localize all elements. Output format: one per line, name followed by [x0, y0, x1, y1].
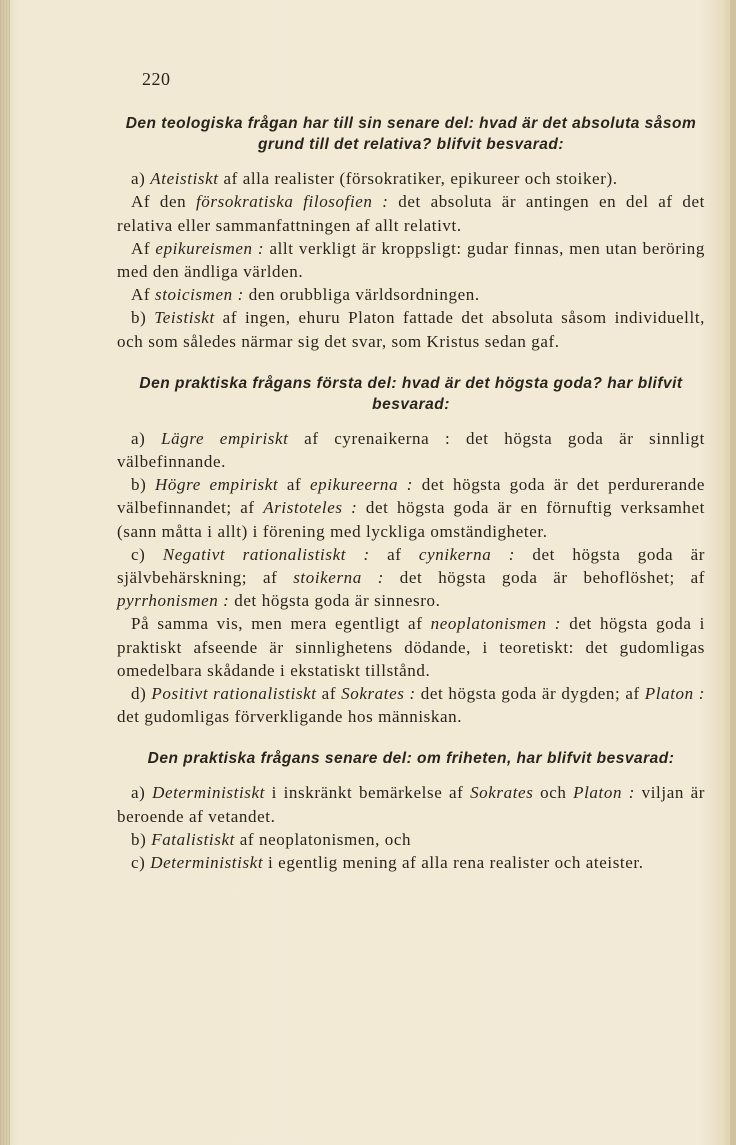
- paragraph: [117, 190, 705, 236]
- italic-term: Aristoteles :: [263, 498, 358, 518]
- text-run: c): [131, 544, 163, 564]
- italic-term: Ateistiskt: [150, 169, 219, 189]
- text-run: af alla realister (försokratiker, epikureer och stoiker).: [218, 169, 618, 189]
- paragraph: [117, 427, 705, 473]
- paragraph: [117, 612, 705, 682]
- italic-term: neoplatonismen :: [430, 614, 562, 634]
- text-run: allt verkligt är kroppsligt: gudar finnas, men utan beröring med den ändliga världen.: [117, 238, 705, 282]
- text-run: a): [131, 428, 162, 448]
- text-run: i inskränkt bemärkelse af: [264, 783, 471, 803]
- sections-container: [117, 113, 705, 874]
- italic-term: epikureismen :: [155, 238, 265, 258]
- paragraph: [117, 828, 705, 851]
- text-run: det högsta goda är en förnuftig verksamhet (sann måtta i allt) i förening med lyckliga omständigheter.: [117, 498, 705, 541]
- italic-term: Teistiskt: [154, 308, 215, 328]
- italic-term: stoicismen :: [155, 285, 244, 305]
- paragraph: [117, 682, 705, 728]
- paragraph: [117, 167, 705, 190]
- paragraph: [117, 543, 705, 613]
- paragraph: [117, 283, 705, 306]
- italic-term: Lägre empiriskt: [161, 428, 289, 448]
- text-run: det högsta goda är behoflöshet; af: [383, 568, 706, 588]
- text-run: Af: [131, 238, 156, 258]
- section-heading: Den teologiska frågan har till sin senare del: hvad är det absoluta såsom grund till det relativa? blifvit besvarad:: [125, 115, 697, 154]
- page-left-edge: [0, 0, 10, 1145]
- text-run: det högsta goda är dygden; af: [415, 684, 645, 704]
- text-run: viljan är beroende af vetandet.: [117, 783, 706, 826]
- text-run: af: [316, 684, 342, 704]
- text-run: Af den: [131, 192, 196, 212]
- italic-term: Högre empiriskt: [155, 475, 279, 495]
- page-right-edge: [730, 0, 736, 1145]
- text-run: det absoluta är antingen en del af det relativa eller sammanfattningen af allt relativt.: [117, 192, 705, 235]
- italic-term: Platon :: [573, 783, 635, 803]
- paragraph: [117, 473, 705, 543]
- page-content: [117, 68, 705, 874]
- text-run: det högsta goda är det perdurerande välbefinnandet; af: [117, 475, 706, 518]
- text-run: af cyrenaikerna : det högsta goda är sinnligt välbefinnande.: [117, 428, 705, 472]
- text-run: d): [131, 684, 152, 704]
- text-run: Af: [131, 285, 155, 305]
- text-run: På samma vis, men mera egentligt af: [131, 614, 431, 634]
- text-run: a): [131, 169, 151, 189]
- text-run: b): [131, 475, 156, 495]
- text-run: c): [131, 853, 151, 873]
- paragraph: [117, 851, 705, 874]
- paragraph: [117, 781, 705, 827]
- italic-term: Deterministiskt: [150, 853, 264, 873]
- italic-term: Sokrates: [470, 783, 534, 803]
- italic-term: stoikerna :: [293, 568, 384, 588]
- text-run: och: [533, 783, 574, 803]
- text-run: det högsta goda i praktiskt afseende är sinnlighetens dödande, i teoretiskt: det gudomligas omedelbara skådande i ekstatiskt tillstånd.: [117, 614, 705, 680]
- text-run: af ingen, ehuru Platon fattade det absoluta såsom individuellt, och som således närmar sig det svar, som Kristus sedan gaf.: [117, 308, 706, 351]
- text-run: af: [369, 544, 419, 564]
- section-heading: Den praktiska frågans första del: hvad är det högsta goda? har blifvit besvarad:: [139, 374, 683, 413]
- italic-term: Sokrates :: [341, 684, 416, 704]
- text-run: af: [278, 475, 310, 495]
- section-heading: Den praktiska frågans senare del: om friheten, har blifvit besvarad:: [147, 750, 675, 768]
- italic-term: Negativt rationalistiskt :: [162, 544, 370, 564]
- italic-term: Positivt rationalistiskt: [151, 684, 317, 704]
- text-run: det högsta goda är självbehärskning; af: [117, 544, 705, 588]
- text-run: den orubbliga världsordningen.: [243, 285, 480, 305]
- italic-term: Fatalistiskt: [151, 829, 235, 849]
- italic-term: försokratiska filosofien :: [195, 192, 389, 212]
- italic-term: epikureerna :: [310, 475, 414, 495]
- page-number: 220: [142, 69, 171, 89]
- italic-term: cynikerna :: [418, 544, 515, 564]
- text-run: det gudomligas förverkligande hos människan.: [117, 707, 463, 727]
- text-run: det högsta goda är sinnesro.: [229, 591, 441, 611]
- paragraph: [117, 306, 705, 352]
- italic-term: Platon :: [644, 684, 706, 704]
- paragraph: [117, 237, 705, 283]
- italic-term: Deterministiskt: [152, 783, 265, 803]
- text-run: b): [131, 829, 152, 849]
- italic-term: pyrrhonismen :: [117, 591, 230, 611]
- text-run: af neoplatonismen, och: [234, 829, 412, 849]
- text-run: a): [131, 783, 153, 803]
- text-run: i egentlig mening af alla rena realister och ateister.: [263, 853, 644, 873]
- text-run: b): [131, 308, 155, 328]
